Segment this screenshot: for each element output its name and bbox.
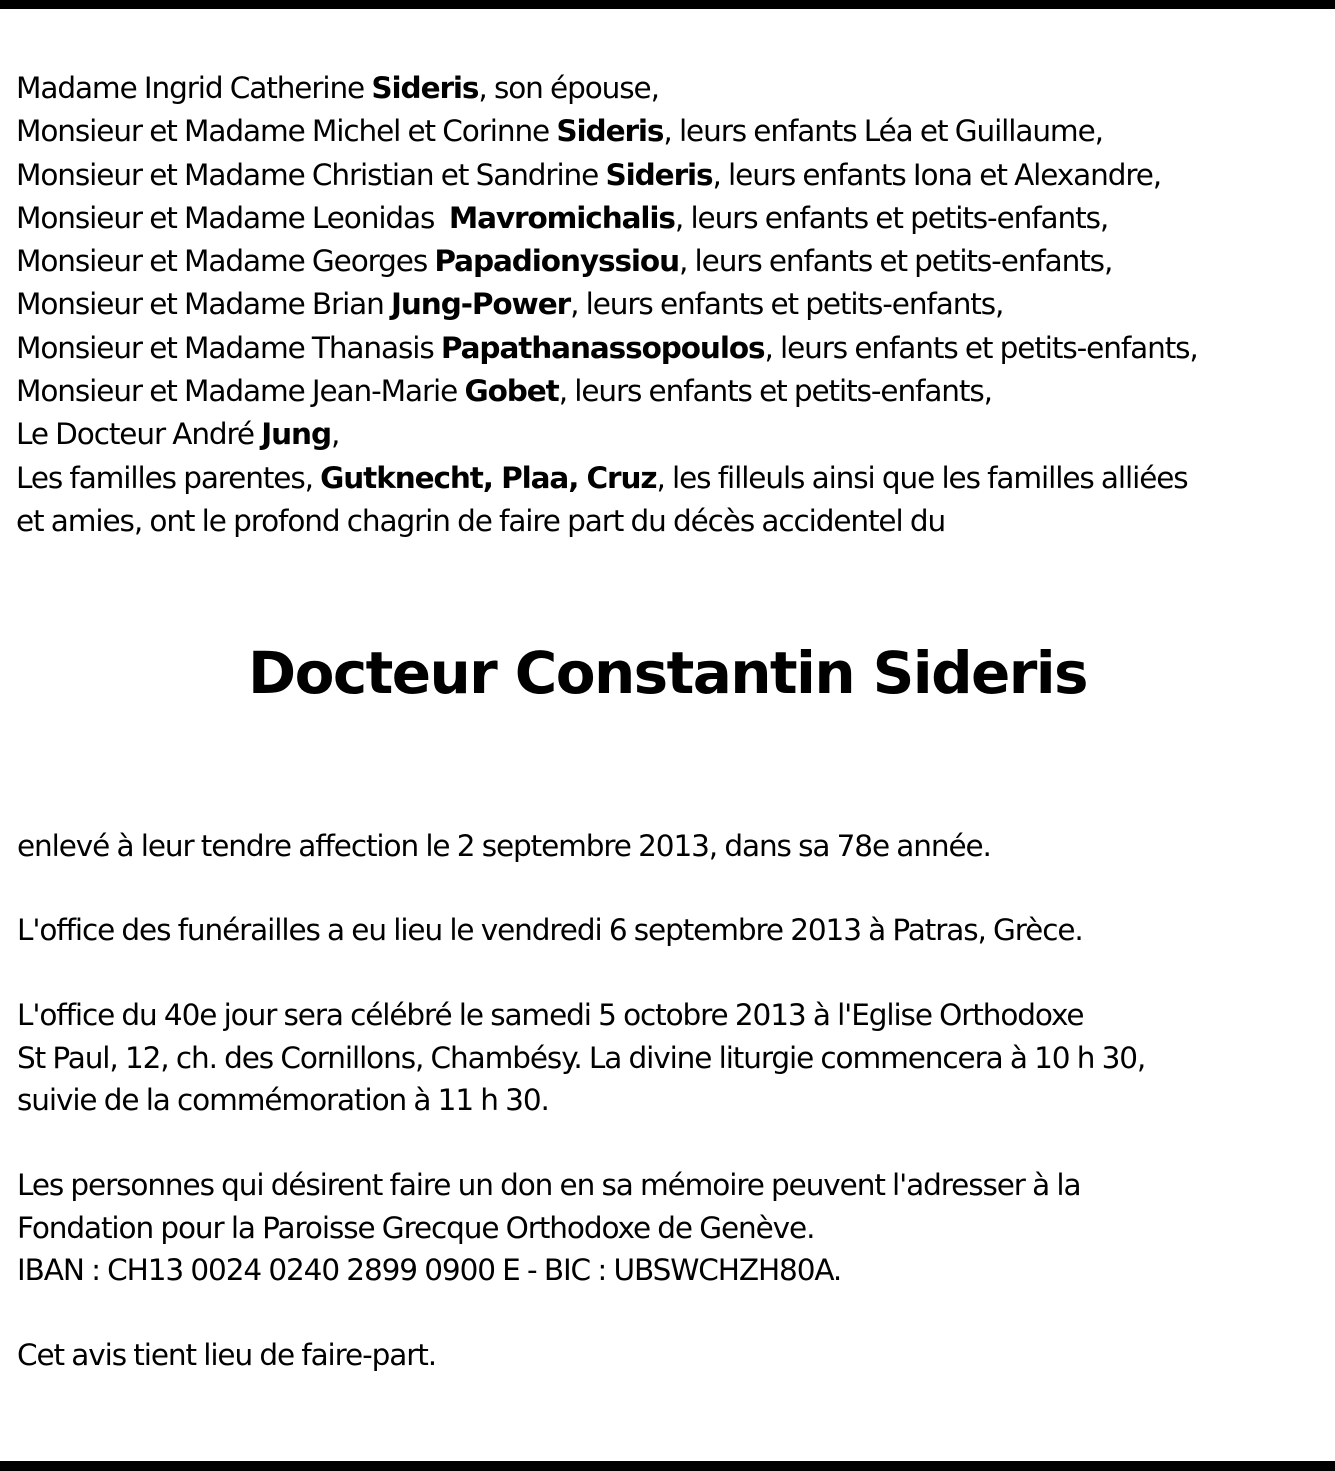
family-line-text: , leurs enfants et petits-enfants, [674,200,1109,235]
family-line [16,110,1331,153]
family-surname: Papathanassopoulos [440,330,765,365]
family-surname: Jung [261,417,331,452]
bottom-border-rule [0,1461,1335,1471]
donation-notice [17,1164,1332,1292]
memorial-line: L'office du 40e jour sera célébré le samedi 5 octobre 2013 à l'Eglise Orthodoxe [17,998,1084,1032]
donation-line: Fondation pour la Paroisse Grecque Orthodoxe de Genève. [17,1210,815,1245]
memorial-line: suivie de la commémoration à 11 h 30. [17,1083,549,1117]
closing-line: Cet avis tient lieu de faire-part. [17,1338,436,1372]
family-surname: Sideris [605,157,713,192]
family-line [16,370,1331,413]
memorial-line: St Paul, 12, ch. des Cornillons, Chambésy. La divine liturgie commencera à 10 h 30, [17,1040,1146,1075]
family-surname: Sideris [371,71,479,105]
family-line [16,413,1331,456]
family-line-text: Monsieur et Madame Leonidas [16,200,449,235]
family-line-text: Les familles parentes, [16,460,321,495]
family-line [16,67,1331,110]
memorial-service-notice [17,994,1332,1122]
family-line-text: Monsieur et Madame Georges [16,244,435,279]
family-line-text: , son épouse, [478,71,659,105]
family-line-text: , leurs enfants Léa et Guillaume, [663,114,1103,149]
top-border-rule [0,0,1335,9]
death-notice [17,825,1332,868]
family-surname: Gobet [464,374,559,409]
family-line-text: Le Docteur André [16,417,262,452]
funeral-line: L'office des funérailles a eu lieu le vendredi 6 septembre 2013 à Patras, Grèce. [17,913,1083,947]
family-surname: Papadionyssiou [434,244,679,279]
family-line [16,240,1331,283]
deceased-name: Docteur Constantin Sideris [248,639,1087,707]
closing-notice [17,1334,1332,1377]
family-surname: Jung-Power [391,287,571,322]
family-line [16,457,1331,500]
family-surname: Gutknecht, Plaa, Cruz [320,460,657,495]
funeral-notice [17,909,1332,952]
family-line-text: Monsieur et Madame Thanasis [16,330,441,365]
death-line: enlevé à leur tendre affection le 2 septembre 2013, dans sa 78e année. [17,829,991,863]
family-line [16,154,1331,197]
family-line [16,197,1331,240]
family-line-text: , leurs enfants et petits-enfants, [570,287,1004,322]
family-line-text: Madame Ingrid Catherine [16,71,372,105]
family-line-text: , leurs enfants et petits-enfants, [679,244,1113,279]
iban-line: IBAN : CH13 0024 0240 2899 0900 E - BIC : UBSWCHZH80A. [17,1253,842,1287]
donation-line: Les personnes qui désirent faire un don en sa mémoire peuvent l'adresser à la [17,1168,1081,1202]
family-surname: Mavromichalis [448,200,675,235]
family-line-text: , leurs enfants et petits-enfants, [558,374,992,409]
family-line-text: , les filleuls ainsi que les familles alliées [656,460,1188,495]
family-line-text: Monsieur et Madame Brian [16,287,392,322]
family-line [16,500,1331,543]
family-announcement [16,67,1331,543]
family-line [16,327,1331,370]
family-line [16,283,1331,326]
family-line-text: , leurs enfants et petits-enfants, [764,330,1198,365]
family-line-text: , leurs enfants Iona et Alexandre, [712,157,1162,192]
family-line-text: Monsieur et Madame Jean-Marie [16,374,465,409]
family-line-text: Monsieur et Madame Christian et Sandrine [16,157,606,192]
family-line-text: et amies, ont le profond chagrin de faire part du décès accidentel du [16,503,946,538]
family-line-text: , [330,417,340,452]
family-surname: Sideris [556,114,664,149]
family-line-text: Monsieur et Madame Michel et Corinne [16,114,557,149]
